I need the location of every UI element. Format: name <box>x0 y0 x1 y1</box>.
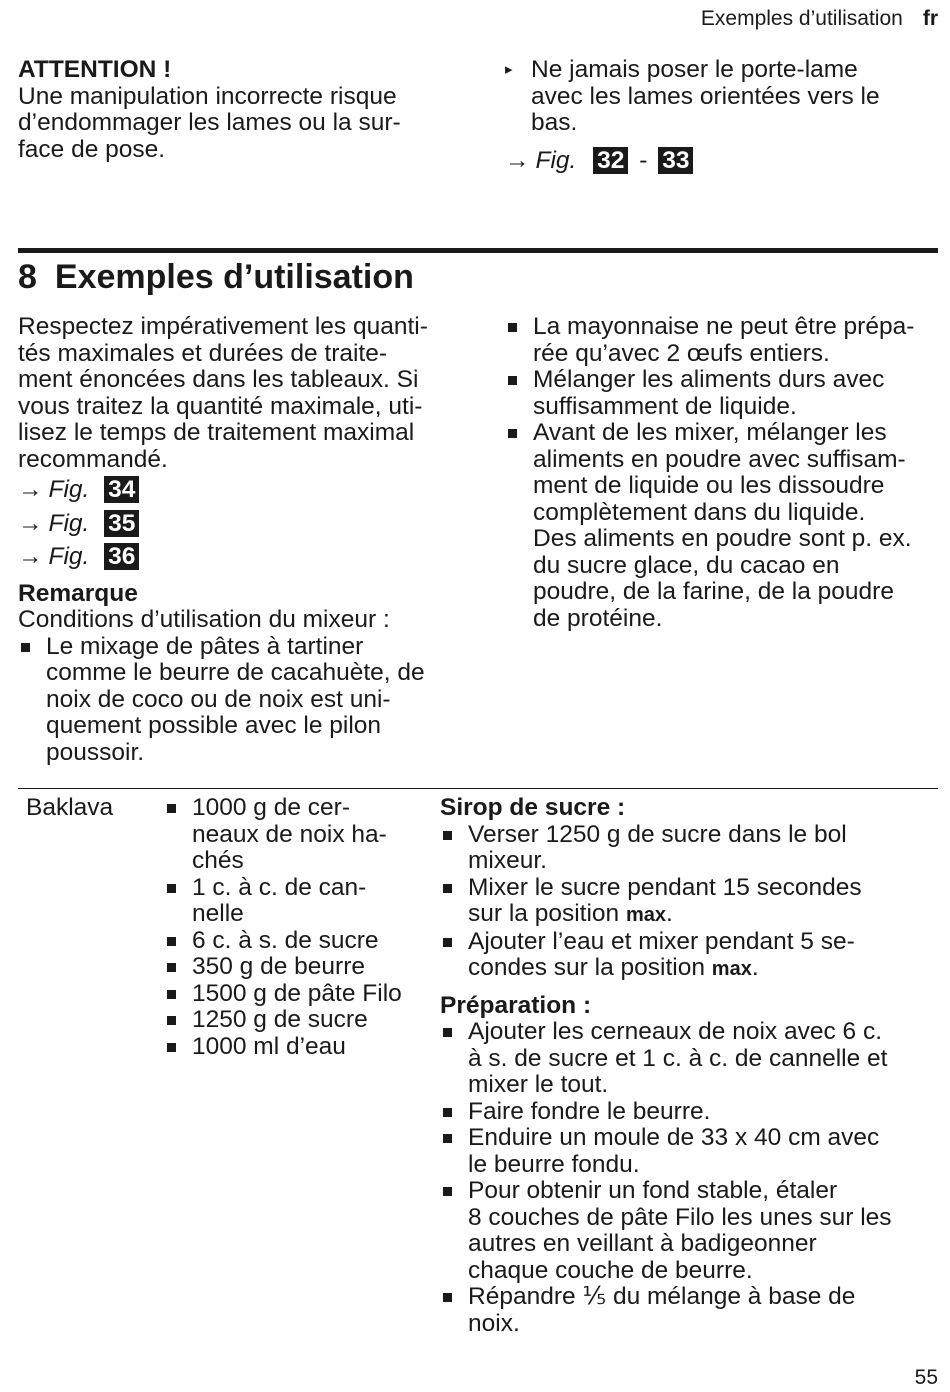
list-item-line: noix. <box>468 1309 520 1337</box>
list-item-line: 6 c. à s. de sucre <box>192 926 379 954</box>
list-item-line: Ajouter les cerneaux de noix avec 6 c. <box>468 1018 883 1045</box>
list-item-line: 1 c. à c. de can- <box>192 873 367 901</box>
list-item <box>18 634 458 767</box>
list-item-line: poudre, de la farine, de la poudre <box>533 578 894 605</box>
list-item-line: Le mixage de pâtes à tartiner <box>46 632 364 660</box>
list-item-line: Mélanger les aliments durs avec <box>533 366 885 393</box>
list-item <box>164 795 429 875</box>
intro-line: ment énoncées dans les tableaux. Si <box>18 366 419 393</box>
intro-line: Respectez impérativement les quanti- <box>18 313 428 340</box>
list-item-line: Des aliments en poudre sont p. ex. <box>533 525 912 552</box>
section-heading <box>18 256 414 298</box>
remarque-title: Remarque <box>18 579 138 607</box>
list-item-line: Avant de les mixer, mélanger les <box>533 419 887 446</box>
preparation-steps <box>440 1019 940 1337</box>
list-item <box>440 929 940 983</box>
fig-label: Fig. <box>535 146 577 174</box>
intro-column <box>18 314 458 766</box>
running-header <box>701 6 938 33</box>
intro-paragraph <box>18 314 458 473</box>
list-item <box>440 875 940 929</box>
fig-reference-34 <box>18 476 458 504</box>
list-item-line: neaux de noix ha- <box>192 820 387 848</box>
list-item-line: chés <box>192 847 244 874</box>
header-language: fr <box>922 7 938 30</box>
list-item <box>164 1007 429 1034</box>
instruction-line-1: ▸ Ne jamais poser le porte-lame <box>531 56 858 83</box>
list-item-line: le beurre fondu. <box>468 1150 640 1178</box>
list-item <box>164 981 429 1008</box>
arrow-right-icon: → <box>18 509 43 537</box>
list-item-line: Ajouter l’eau et mixer pendant 5 se- <box>468 927 855 955</box>
list-item-line: comme le beurre de cacahuète, de <box>46 659 425 686</box>
list-item-line <box>468 901 940 929</box>
instruction-line-2: avec les lames orientées vers le <box>531 82 880 110</box>
conditions-list <box>505 314 945 632</box>
list-item-line: 1000 ml d’eau <box>192 1032 346 1060</box>
list-item <box>440 1099 940 1126</box>
list-item-line <box>468 955 940 983</box>
list-item-line: Pour obtenir un fond stable, étaler <box>468 1177 838 1204</box>
list-item-line: autres en veillant à badigeonner <box>468 1230 817 1257</box>
remarque-list <box>18 634 458 767</box>
intro-line: tés maximales et durées de traite- <box>18 339 388 367</box>
list-item <box>440 822 940 875</box>
list-item-line: Enduire un moule de 33 x 40 cm avec <box>468 1124 880 1151</box>
list-item-line: 1250 g de sucre <box>192 1006 368 1033</box>
list-item-line: aliments en poudre avec suffisam- <box>533 445 906 473</box>
list-item <box>505 420 945 632</box>
list-item-line: Verser 1250 g de sucre dans le bol <box>468 820 847 848</box>
fig-number-box: 36 <box>104 543 139 570</box>
attention-line-2: d’endommager les lames ou la sur- <box>18 109 401 136</box>
list-item <box>164 875 429 928</box>
list-item <box>164 1034 429 1061</box>
list-item-line: mixeur. <box>468 847 547 874</box>
fig-number-box: 34 <box>104 476 139 503</box>
list-item-line: 8 couches de pâte Filo les unes sur les <box>468 1203 892 1231</box>
instructions-column <box>440 795 940 1337</box>
list-item-line: ment de liquide ou les dissoudre <box>533 472 885 499</box>
fig-range-separator: - <box>639 146 648 174</box>
arrow-right-icon: → <box>18 476 43 503</box>
attention-instruction-item <box>505 57 935 137</box>
list-item-line: noix de coco ou de noix est uni- <box>46 685 391 713</box>
list-item-line: chaque couche de beurre. <box>468 1256 753 1284</box>
fig-label: Fig. <box>48 509 90 537</box>
fig-reference-35 <box>18 510 458 538</box>
list-item-line: du sucre glace, du cacao en <box>533 551 840 579</box>
setting-max: max <box>711 958 752 980</box>
list-item <box>440 1125 940 1178</box>
fig-reference-32-33 <box>505 147 935 175</box>
list-item-line: mixer le tout. <box>468 1071 609 1098</box>
list-item <box>164 928 429 955</box>
list-item-line: poussoir. <box>46 738 145 766</box>
header-section-title: Exemples d’utilisation <box>700 7 903 30</box>
table-top-rule <box>18 788 938 789</box>
section-number: 8 <box>18 258 37 296</box>
intro-line: recommandé. <box>18 445 168 473</box>
recipe-name: Baklava <box>26 794 114 821</box>
arrow-right-icon: → <box>18 543 43 570</box>
list-item-line: Faire fondre le beurre. <box>468 1097 711 1125</box>
list-item-line: nelle <box>192 900 244 927</box>
list-item-line: quement possible avec le pilon <box>46 712 382 739</box>
list-item-line: Répandre ⅕ du mélange à base de <box>468 1283 856 1310</box>
conditions-column <box>505 314 945 632</box>
attention-title: ATTENTION ! <box>18 56 172 83</box>
list-item-line: à s. de sucre et 1 c. à c. de cannelle et <box>468 1044 888 1072</box>
list-item-line: de protéine. <box>533 604 663 632</box>
preparation-title: Préparation : <box>440 991 592 1019</box>
list-item-line: Mixer le sucre pendant 15 secondes <box>468 873 862 901</box>
list-item-line: 350 g de beurre <box>192 953 365 980</box>
step-text: sur la position <box>468 900 620 927</box>
instruction-line-3: bas. <box>531 109 578 136</box>
list-item <box>440 1284 940 1337</box>
setting-max: max <box>625 904 667 926</box>
list-item <box>164 954 429 981</box>
list-item <box>505 314 945 367</box>
list-item-line: 1500 g de pâte Filo <box>192 979 402 1007</box>
list-item <box>440 1019 940 1099</box>
list-item-line: rée qu’avec 2 œufs entiers. <box>533 339 830 367</box>
list-item-line: La mayonnaise ne peut être prépa- <box>533 313 915 340</box>
attention-line-3: face de pose. <box>18 135 166 163</box>
fig-label: Fig. <box>48 476 90 503</box>
intro-line: lisez le temps de traitement maximal <box>18 419 415 446</box>
attention-line-1: Une manipulation incorrecte risque <box>18 82 397 110</box>
list-item-line: suffisamment de liquide. <box>533 392 797 420</box>
attention-instruction <box>505 57 935 174</box>
fig-number-box: 33 <box>658 147 693 174</box>
section-divider <box>18 248 938 253</box>
list-item-line: 1000 g de cer- <box>192 794 350 821</box>
list-item <box>440 1178 940 1284</box>
fig-reference-36 <box>18 543 458 571</box>
section-title: Exemples d’utilisation <box>54 258 414 296</box>
ingredients-column <box>164 795 429 1060</box>
arrow-right-icon: → <box>505 146 530 174</box>
attention-block <box>18 57 448 163</box>
period: . <box>666 900 673 927</box>
syrup-steps <box>440 822 940 983</box>
period: . <box>751 954 759 981</box>
list-item <box>505 367 945 420</box>
list-item-line: complètement dans du liquide. <box>533 498 866 526</box>
remarque-text: Conditions d’utilisation du mixeur : <box>18 606 390 633</box>
fig-number-box: 32 <box>593 147 628 174</box>
fig-number-box: 35 <box>104 510 139 537</box>
page-number: 55 <box>914 1366 938 1389</box>
syrup-title: Sirop de sucre : <box>440 794 626 821</box>
step-text: condes sur la position <box>468 954 705 981</box>
fig-label: Fig. <box>48 543 90 570</box>
ingredients-list <box>164 795 429 1060</box>
intro-line: vous traitez la quantité maximale, uti- <box>18 392 423 420</box>
